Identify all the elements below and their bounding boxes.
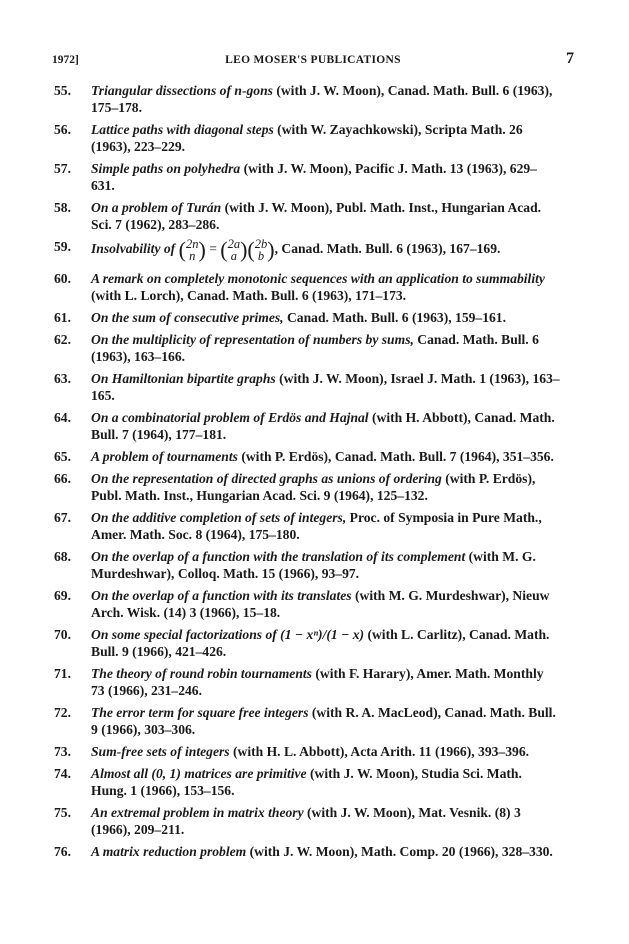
entry-title: The error term for square free integers <box>91 705 309 720</box>
entry-title: On the overlap of a function with its translates <box>91 588 352 603</box>
entry-title: On the sum of consecutive primes, <box>91 310 284 325</box>
publication-entry <box>54 82 560 116</box>
entry-citation: Canad. Math. Bull. 6 (1963), 159–161. <box>283 310 507 325</box>
binomial-2b-b: ( 2b b ) <box>247 237 275 263</box>
publication-entry <box>54 704 560 738</box>
entry-number: 67. <box>54 510 71 525</box>
entry-citation: Canad. Math. Bull. 6 (1963), 163–166. <box>91 332 539 364</box>
entry-number: 69. <box>54 588 71 603</box>
entry-number: 64. <box>54 410 71 425</box>
entry-citation: (with F. Harary), Amer. Math. Monthly 73 (1966), 231–246. <box>91 666 544 698</box>
binom-top: 2n <box>185 237 199 251</box>
publication-entry <box>54 270 560 304</box>
entry-citation: (with J. W. Moon), Canad. Math. Bull. 6 (1963), 175–178. <box>91 83 553 115</box>
entry-number: 59. <box>54 239 71 254</box>
entry-number: 62. <box>54 332 71 347</box>
entry-title: Simple paths on polyhedra <box>91 161 241 176</box>
publication-entry <box>54 238 560 262</box>
entry-citation: Proc. of Symposia in Pure Math., Amer. Math. Soc. 8 (1964), 175–180. <box>91 510 542 542</box>
entry-title: On a problem of Turán <box>91 200 222 215</box>
binom-bottom: n <box>189 249 196 263</box>
equals-sign: = <box>209 241 217 257</box>
entry-number: 66. <box>54 471 71 486</box>
entry-citation: (with J. W. Moon), Israel J. Math. 1 (1963), 163–165. <box>91 371 560 403</box>
entry-citation: (with R. A. MacLeod), Canad. Math. Bull. 9 (1966), 303–306. <box>91 705 556 737</box>
entry-citation: , Canad. Math. Bull. 6 (1963), 167–169. <box>274 241 501 257</box>
entry-number: 65. <box>54 449 71 464</box>
entry-citation: (with J. W. Moon), Publ. Math. Inst., Hungarian Acad. Sci. 7 (1962), 283–286. <box>91 200 542 232</box>
entry-title: Lattice paths with diagonal steps <box>91 122 274 137</box>
entry-number: 55. <box>54 83 71 98</box>
entry-number: 58. <box>54 200 71 215</box>
binom-bottom: a <box>230 249 237 263</box>
binomial-2a-a: ( 2a a ) <box>220 237 248 263</box>
entry-number: 70. <box>54 627 71 642</box>
entry-number: 75. <box>54 805 71 820</box>
entry-title: The theory of round robin tournaments <box>91 666 312 681</box>
entry-citation: (with H. Abbott), Canad. Math. Bull. 7 (1964), 177–181. <box>91 410 555 442</box>
entry-number: 60. <box>54 271 71 286</box>
entry-number: 63. <box>54 371 71 386</box>
publication-list <box>54 82 560 865</box>
entry-title: On the additive completion of sets of integers, <box>91 510 347 525</box>
publication-entry <box>54 409 560 443</box>
entry-citation: (with W. Zayachkowski), Scripta Math. 26 (1963), 223–229. <box>91 122 523 154</box>
page-number: 7 <box>566 50 574 67</box>
publication-entry <box>54 121 560 155</box>
entry-number: 73. <box>54 744 71 759</box>
entry-citation: (with L. Lorch), Canad. Math. Bull. 6 (1963), 171–173. <box>91 288 407 303</box>
running-header <box>52 52 574 72</box>
entry-number: 68. <box>54 549 71 564</box>
entry-title: On the representation of directed graphs as unions of ordering <box>91 471 442 486</box>
publication-entry <box>54 309 560 326</box>
entry-title: A problem of tournaments <box>91 449 238 464</box>
publication-entry <box>54 160 560 194</box>
entry-citation: (with M. G. Murdeshwar), Nieuw Arch. Wisk. (14) 3 (1966), 15–18. <box>91 588 550 620</box>
binomial-2n-n: ( 2n n ) <box>178 237 206 263</box>
publication-entry <box>54 804 560 838</box>
publication-entry <box>54 587 560 621</box>
entry-title: Almost all (0, 1) matrices are primitive <box>91 766 307 781</box>
header-year: 1972] <box>52 54 79 66</box>
entry-number: 74. <box>54 766 71 781</box>
entry-number: 71. <box>54 666 71 681</box>
entry-citation: (with H. L. Abbott), Acta Arith. 11 (1966), 393–396. <box>229 744 530 759</box>
binom-top: 2a <box>227 237 241 251</box>
entry-citation: (with M. G. Murdeshwar), Colloq. Math. 15 (1966), 93–97. <box>91 549 536 581</box>
entry-citation: (with P. Erdös), Canad. Math. Bull. 7 (1964), 351–356. <box>237 449 554 464</box>
entry-title: An extremal problem in matrix theory <box>91 805 304 820</box>
publication-entry <box>54 331 560 365</box>
entry-title: On some special factorizations of (1 − xⁿ)/(1 − x) <box>91 627 365 642</box>
entry-title: On the overlap of a function with the translation of its complement <box>91 549 466 564</box>
publication-entry <box>54 665 560 699</box>
entry-title: Insolvability of <box>91 241 176 257</box>
publication-entry <box>54 470 560 504</box>
publication-entry <box>54 548 560 582</box>
entry-citation: (with J. W. Moon), Math. Comp. 20 (1966), 328–330. <box>246 844 553 859</box>
entry-title: A remark on completely monotonic sequences with an application to summability <box>91 271 545 286</box>
entry-title: On Hamiltonian bipartite graphs <box>91 371 276 386</box>
entry-number: 57. <box>54 161 71 176</box>
publication-entry <box>54 199 560 233</box>
entry-number: 56. <box>54 122 71 137</box>
entry-number: 72. <box>54 705 71 720</box>
entry-title: Sum-free sets of integers <box>91 744 230 759</box>
entry-title: A matrix reduction problem <box>91 844 247 859</box>
publication-entry <box>54 765 560 799</box>
entry-title: On a combinatorial problem of Erdös and Hajnal <box>91 410 369 425</box>
publication-entry <box>54 626 560 660</box>
publication-entry <box>54 370 560 404</box>
entry-number: 61. <box>54 310 71 325</box>
entry-title: On the multiplicity of representation of numbers by sums, <box>91 332 414 347</box>
entry-citation: (with J. W. Moon), Studia Sci. Math. Hung. 1 (1966), 153–156. <box>91 766 522 798</box>
entry-citation: (with J. W. Moon), Pacific J. Math. 13 (1963), 629–631. <box>91 161 537 193</box>
entry-title: Triangular dissections of n-gons <box>91 83 273 98</box>
entry-citation: (with L. Carlitz), Canad. Math. Bull. 9 (1966), 421–426. <box>91 627 550 659</box>
binom-top: 2b <box>254 237 268 251</box>
entry-citation: (with J. W. Moon), Mat. Vesnik. (8) 3 (1966), 209–211. <box>91 805 521 837</box>
publication-entry <box>54 448 560 465</box>
publication-entry <box>54 509 560 543</box>
publication-entry <box>54 743 560 760</box>
entry-citation: (with P. Erdös), Publ. Math. Inst., Hungarian Acad. Sci. 9 (1964), 125–132. <box>91 471 536 503</box>
binom-bottom: b <box>257 249 265 263</box>
header-title: LEO MOSER'S PUBLICATIONS <box>225 54 401 66</box>
publication-entry <box>54 843 560 860</box>
entry-number: 76. <box>54 844 71 859</box>
